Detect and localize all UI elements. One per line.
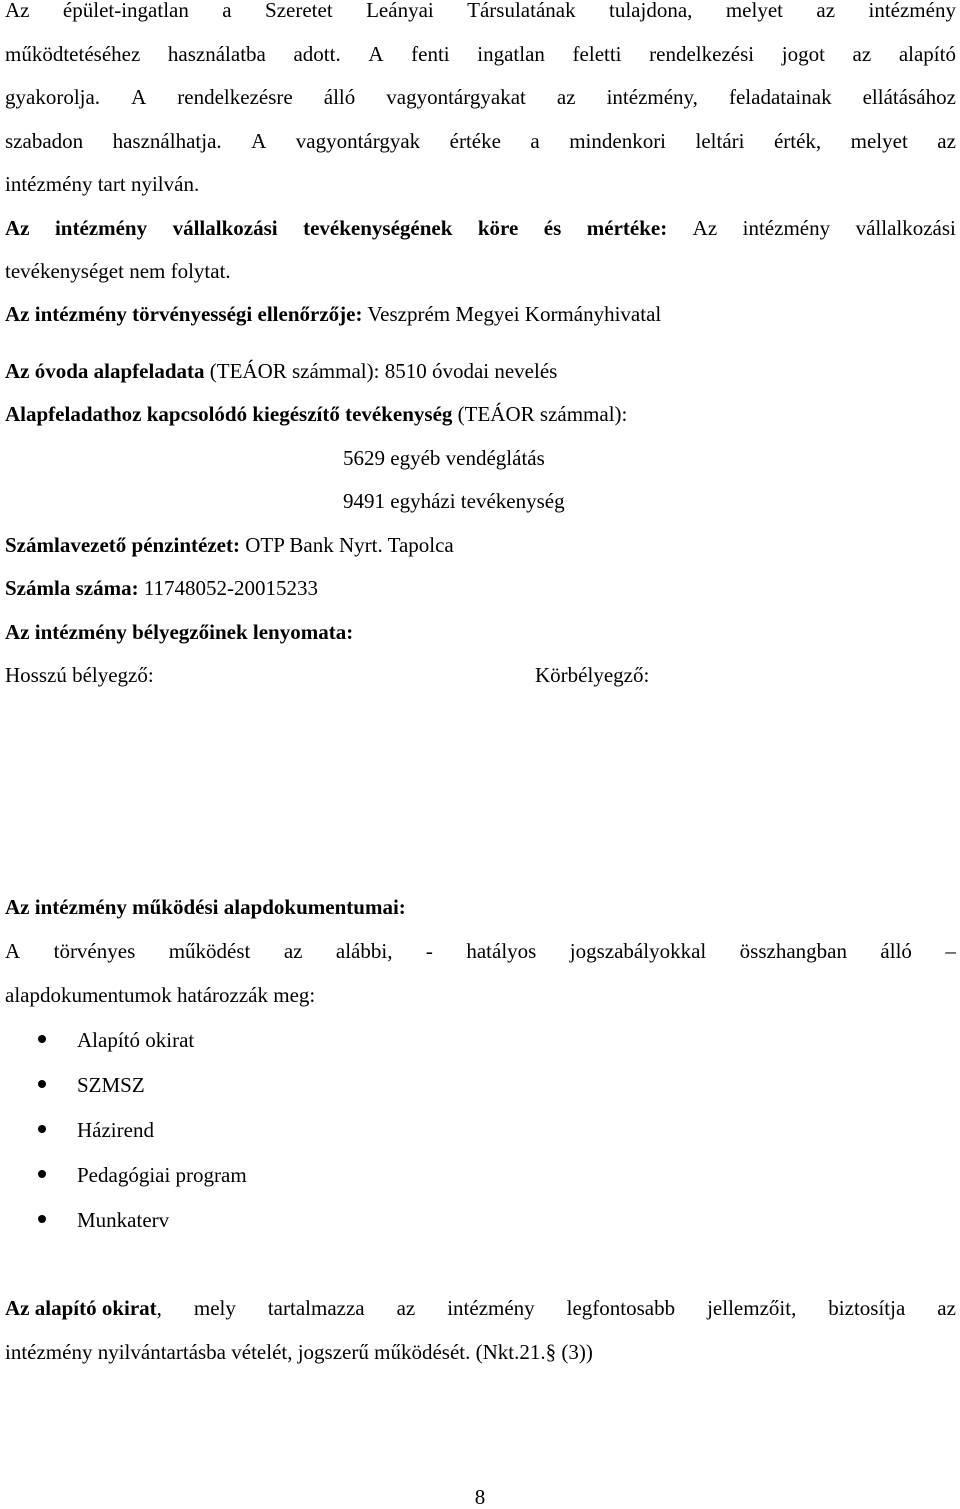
word: működtetéséhez — [5, 42, 141, 66]
word: használatba — [167, 42, 266, 66]
para1-line3 — [5, 87, 956, 108]
auditor-label: Az intézmény törvényességi ellenőrzője: — [5, 302, 363, 326]
word: mértéke: — [586, 216, 668, 240]
word: összhangban — [739, 939, 847, 963]
word: rendelkezési — [649, 42, 755, 66]
bank-value: OTP Bank Nyrt. Tapolca — [240, 533, 454, 557]
word: A — [368, 42, 384, 66]
auditor-value: Veszprém Megyei Kormányhivatal — [362, 302, 662, 326]
word: gyakorolja. — [5, 85, 101, 109]
word: az — [816, 0, 836, 22]
list-item-label: Munkaterv — [77, 1208, 170, 1232]
bullet-icon — [38, 1035, 46, 1043]
bullet-icon — [38, 1170, 46, 1178]
word: A — [251, 129, 267, 153]
word: intézmény — [54, 216, 148, 240]
word: működést — [168, 939, 251, 963]
word: - — [425, 939, 433, 963]
word: érték, — [773, 129, 822, 153]
list-item-label: Pedagógiai program — [77, 1163, 247, 1187]
word: használhatja. — [112, 129, 222, 153]
word: jogot — [781, 42, 825, 66]
supplementary-label: Alapfeladathoz kapcsolódó kiegészítő tevékenység — [5, 402, 453, 426]
word: tartalmazza — [267, 1296, 365, 1320]
founding-comma: , — [156, 1296, 162, 1320]
word: az — [283, 939, 303, 963]
supplementary-value: (TEÁOR számmal): — [452, 402, 628, 426]
list-item-label: SZMSZ — [77, 1073, 145, 1097]
list-item — [38, 1075, 145, 1096]
list-item-label: Alapító okirat — [77, 1028, 195, 1052]
round-stamp-label: Körbélyegző: — [535, 663, 650, 687]
bullet-icon — [38, 1215, 46, 1223]
word: és — [543, 216, 562, 240]
word: az — [396, 1296, 416, 1320]
word: hatályos — [466, 939, 537, 963]
word: ellátásához — [862, 85, 956, 109]
long-stamp-label: Hosszú bélyegző: — [5, 663, 154, 687]
word: intézmény — [742, 216, 831, 240]
word: Az — [5, 0, 30, 22]
word: vagyontárgyak — [295, 129, 421, 153]
list-item — [38, 1030, 194, 1051]
word: jogszabályokkal — [569, 939, 707, 963]
account-value: 11748052-20015233 — [138, 576, 319, 600]
list-item-label: Házirend — [77, 1118, 154, 1142]
word: – — [945, 939, 956, 963]
basic-docs-intro-line2: alapdokumentumok határozzák meg: — [5, 983, 316, 1007]
word: Társulatának — [467, 0, 576, 22]
supplementary-item-2: 9491 egyházi tevékenység — [343, 489, 565, 513]
word: A — [5, 939, 21, 963]
para1-line2 — [5, 44, 956, 65]
word: melyet — [725, 0, 783, 22]
word: az — [852, 42, 872, 66]
word: törvényes — [53, 939, 136, 963]
word: vállalkozási — [172, 216, 278, 240]
bank-label: Számlavezető pénzintézet: — [5, 533, 240, 557]
word: szabadon — [5, 129, 84, 153]
word: a — [222, 0, 232, 22]
word: intézmény, — [606, 85, 698, 109]
basic-docs-heading: Az intézmény működési alapdokumentumai: — [5, 895, 406, 919]
para1-line5: intézmény tart nyilván. — [5, 172, 200, 196]
page-number: 8 — [474, 1485, 486, 1509]
word: leltári — [695, 129, 745, 153]
core-task-label: Az óvoda alapfeladata — [5, 359, 205, 383]
bullet-icon — [38, 1080, 46, 1088]
enterprise-line1 — [5, 218, 956, 239]
word: mindenkori — [569, 129, 667, 153]
word: tevékenységének — [303, 216, 453, 240]
word: feladatainak — [728, 85, 832, 109]
word: épület-ingatlan — [62, 0, 189, 22]
word: rendelkezésre — [177, 85, 293, 109]
list-item — [38, 1165, 247, 1186]
basic-docs-intro-line1 — [5, 941, 956, 962]
word: tulajdona, — [609, 0, 693, 22]
word: Szeretet — [265, 0, 333, 22]
auditor-line — [5, 304, 661, 325]
word: az — [937, 1296, 956, 1320]
bullet-icon — [38, 1125, 46, 1133]
word: alapító — [898, 42, 956, 66]
word: intézmény — [868, 0, 956, 22]
core-task-line — [5, 361, 557, 382]
founding-line2: intézmény nyilvántartásba vételét, jogszerű működését. (Nkt.21.§ (3)) — [5, 1340, 593, 1364]
list-item — [38, 1120, 154, 1141]
word: legfontosabb — [566, 1296, 676, 1320]
account-line — [5, 578, 318, 599]
account-label: Számla száma: — [5, 576, 139, 600]
word: vállalkozási — [855, 216, 956, 240]
word: Az — [5, 216, 30, 240]
word: intézmény — [447, 1296, 535, 1320]
word: biztosítja — [828, 1296, 906, 1320]
core-task-value: (TEÁOR számmal): 8510 óvodai nevelés — [204, 359, 558, 383]
word: ingatlan — [477, 42, 545, 66]
word: mely — [193, 1296, 236, 1320]
word: köre — [477, 216, 519, 240]
word: A — [131, 85, 147, 109]
para1-line1 — [5, 0, 956, 21]
para1-line4 — [5, 131, 956, 152]
word: álló — [880, 939, 912, 963]
word: jellemzőit, — [707, 1296, 797, 1320]
list-item — [38, 1210, 169, 1231]
stamps-heading: Az intézmény bélyegzőinek lenyomata: — [5, 620, 354, 644]
word: álló — [323, 85, 356, 109]
word: fenti — [411, 42, 450, 66]
supplementary-item-1: 5629 egyéb vendéglátás — [343, 446, 545, 470]
word: értéke — [449, 129, 501, 153]
word: melyet — [850, 129, 908, 153]
word: Az — [692, 216, 718, 240]
word: feletti — [572, 42, 622, 66]
supplementary-line — [5, 404, 627, 425]
enterprise-line2: tevékenységet nem folytat. — [5, 259, 231, 283]
word: adott. — [293, 42, 341, 66]
word: Leányai — [366, 0, 434, 22]
word: vagyontárgyakat — [386, 85, 526, 109]
word: az — [937, 129, 956, 153]
word: a — [530, 129, 540, 153]
word: az — [556, 85, 576, 109]
word: alábbi, — [335, 939, 393, 963]
founding-line1 — [5, 1298, 956, 1319]
bank-line — [5, 535, 454, 556]
founding-label: Az alapító okirat — [5, 1296, 157, 1320]
